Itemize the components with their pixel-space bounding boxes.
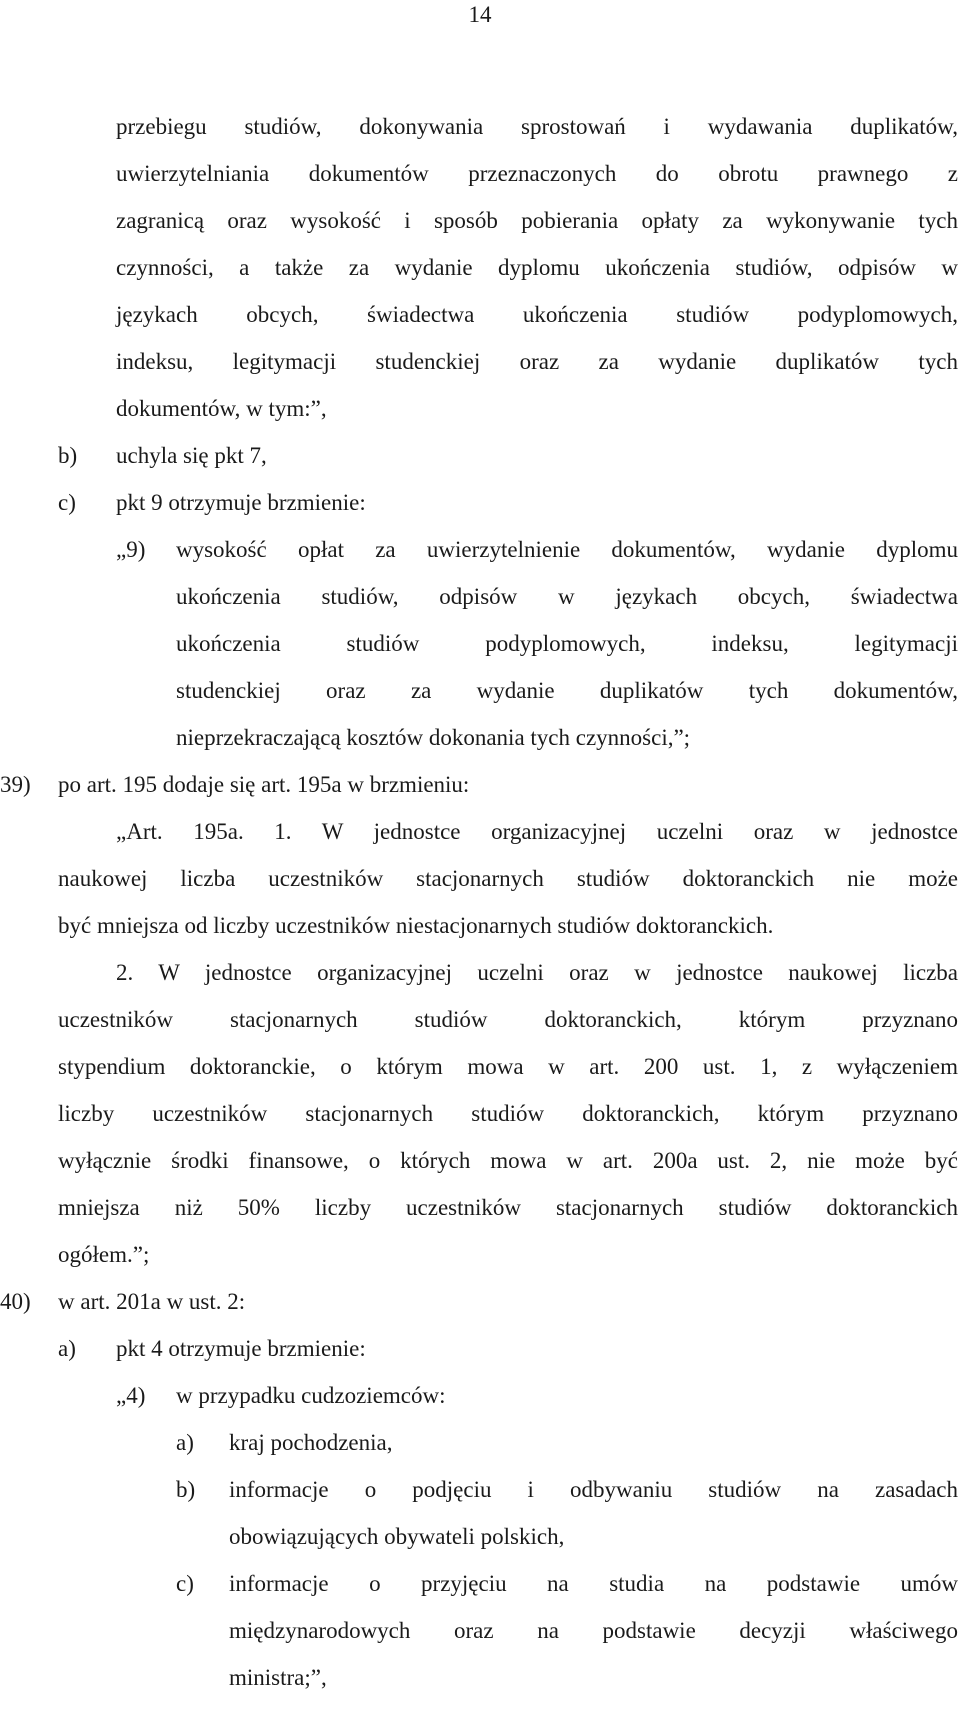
intro-line: językach obcych, świadectwa ukończenia studiów podyplomowych, (116, 302, 958, 327)
art195a-line: być mniejsza od liczby uczestników niestacjonarnych studiów doktoranckich. (58, 913, 774, 938)
art195a-ust2-line: liczby uczestników stacjonarnych studiów doktoranckich, którym przyznano (58, 1101, 958, 1126)
item-c-text: pkt 9 otrzymuje brzmienie: (116, 490, 366, 515)
item40-marker: 40) (0, 1289, 31, 1314)
sub-b-marker: b) (176, 1477, 196, 1502)
pkt9-line: nieprzekraczającą kosztów dokonania tych czynności,”; (176, 725, 691, 750)
art195a-ust2-line: wyłącznie środki finansowe, o których mowa w art. 200a ust. 2, nie może być (58, 1148, 958, 1173)
pkt4-text: w przypadku cudzoziemców: (176, 1383, 446, 1408)
art195a-line: „Art. 195a. 1. W jednostce organizacyjnej uczelni oraz w jednostce (116, 819, 958, 844)
intro-line: przebiegu studiów, dokonywania sprostowań i wydawania duplikatów, (116, 114, 958, 139)
art195a-ust2-line: uczestników stacjonarnych studiów doktoranckich, którym przyznano (58, 1007, 958, 1032)
art195a-ust2-line: stypendium doktoranckie, o którym mowa w art. 200 ust. 1, z wyłączeniem (58, 1054, 958, 1079)
item39-marker: 39) (0, 772, 31, 797)
page-number: 14 (468, 2, 492, 27)
item-b-marker: b) (58, 443, 78, 468)
intro-line: zagranicą oraz wysokość i sposób pobierania opłaty za wykonywanie tych (116, 208, 958, 233)
art195a-ust2-line: ogółem.”; (58, 1242, 150, 1267)
item-c-marker: c) (58, 490, 76, 515)
art195a-ust2-line: mniejsza niż 50% liczby uczestników stacjonarnych studiów doktoranckich (58, 1195, 958, 1220)
sub-b-line: obowiązujących obywateli polskich, (229, 1524, 565, 1549)
item40-a-marker: a) (58, 1336, 76, 1361)
sub-c-marker: c) (176, 1571, 194, 1596)
item40-text: w art. 201a w ust. 2: (58, 1289, 246, 1314)
pkt9-line: studenckiej oraz za wydanie duplikatów tych dokumentów, (176, 678, 958, 703)
art195a-line: naukowej liczba uczestników stacjonarnych studiów doktoranckich nie może (58, 866, 958, 891)
sub-a-marker: a) (176, 1430, 194, 1455)
pkt9-marker: „9) (116, 537, 146, 562)
intro-line: dokumentów, w tym:”, (116, 396, 327, 421)
intro-line: uwierzytelniania dokumentów przeznaczonych do obrotu prawnego z (116, 161, 958, 186)
item39-text: po art. 195 dodaje się art. 195a w brzmieniu: (58, 772, 470, 797)
pkt9-line: ukończenia studiów, odpisów w językach obcych, świadectwa (176, 584, 958, 609)
sub-c-line: międzynarodowych oraz na podstawie decyzji właściwego (229, 1618, 958, 1643)
sub-c-line: ministra;”, (229, 1665, 327, 1690)
item-b-text: uchyla się pkt 7, (116, 443, 267, 468)
sub-b-line: informacje o podjęciu i odbywaniu studiów na zasadach (229, 1477, 958, 1502)
intro-line: czynności, a także za wydanie dyplomu ukończenia studiów, odpisów w (116, 255, 958, 280)
item40-a-text: pkt 4 otrzymuje brzmienie: (116, 1336, 366, 1361)
pkt9-line: ukończenia studiów podyplomowych, indeksu, legitymacji (176, 631, 958, 656)
sub-a-text: kraj pochodzenia, (229, 1430, 393, 1455)
art195a-ust2-line: 2. W jednostce organizacyjnej uczelni oraz w jednostce naukowej liczba (116, 960, 958, 985)
intro-line: indeksu, legitymacji studenckiej oraz za wydanie duplikatów tych (116, 349, 958, 374)
sub-c-line: informacje o przyjęciu na studia na podstawie umów (229, 1571, 958, 1596)
pkt9-line: wysokość opłat za uwierzytelnienie dokumentów, wydanie dyplomu (176, 537, 958, 562)
pkt4-marker: „4) (116, 1383, 146, 1408)
